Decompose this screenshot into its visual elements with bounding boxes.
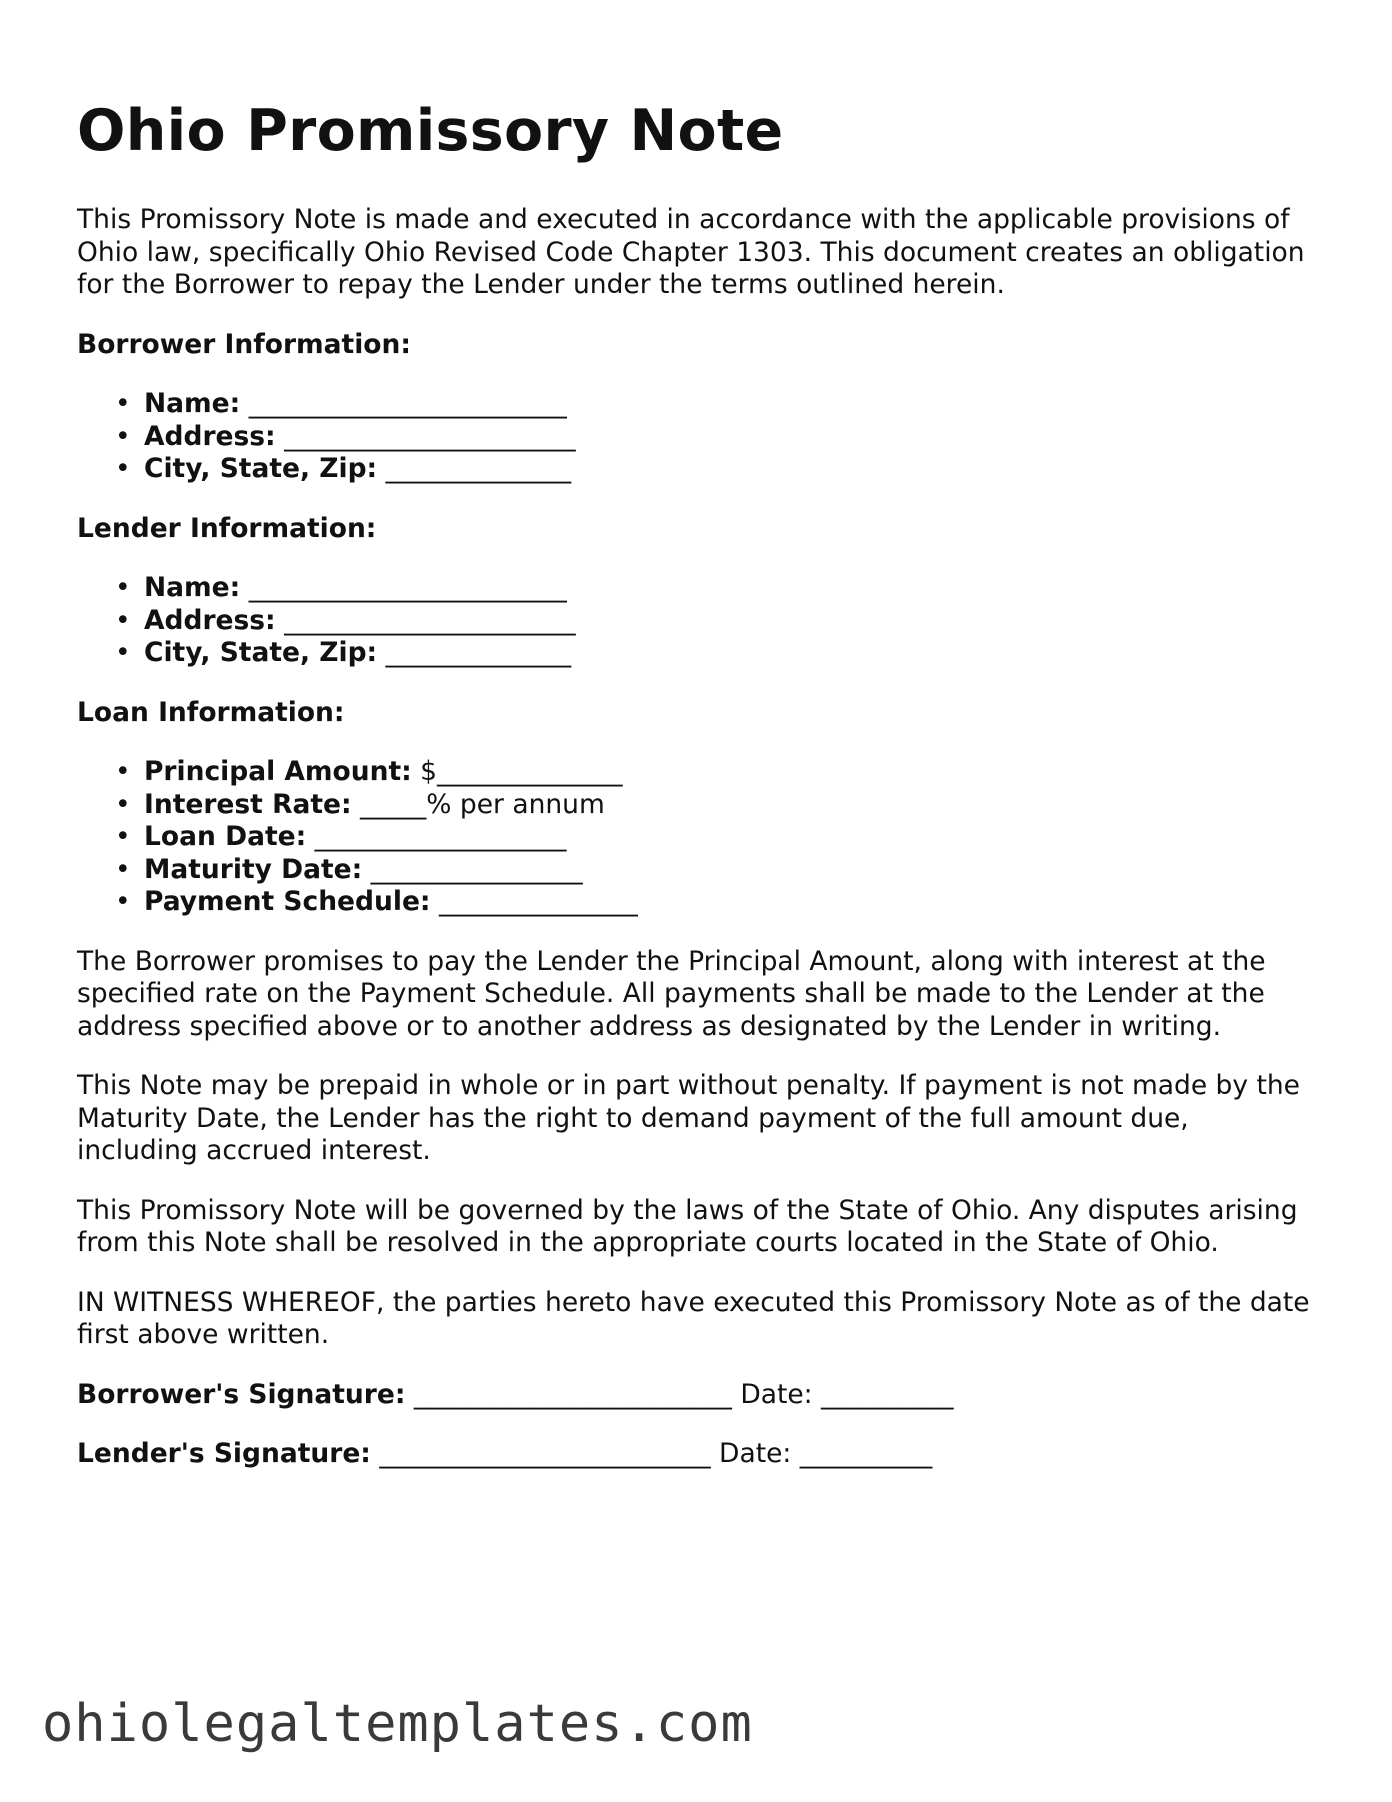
lender-city-state-zip-field[interactable] <box>144 637 1317 670</box>
lender-name-field[interactable] <box>144 572 1317 605</box>
date-blank: __________ <box>799 1438 933 1469</box>
date-label: Date: <box>719 1438 792 1469</box>
borrower-address-field[interactable] <box>144 421 1317 454</box>
field-label: Maturity Date: <box>144 853 363 885</box>
site-watermark: ohiolegaltemplates.com <box>42 1694 753 1754</box>
date-blank: __________ <box>821 1378 954 1410</box>
field-label: Principal Amount: <box>144 756 412 787</box>
field-label: Name: <box>144 572 241 603</box>
lender-fields-list <box>77 572 1317 670</box>
field-blank: ___________________ <box>314 821 567 852</box>
loan-heading: Loan Information: <box>77 696 345 728</box>
payment-terms-paragraph: The Borrower promises to pay the Lender the Principal Amount, along with interest at the specified rate on the Payment Schedule. All payments shall be made to the Lender at the address specified above or to another address as designated by the Lender in writing. <box>77 945 1266 1042</box>
field-blank: ______________ <box>385 637 572 668</box>
payment-schedule-field[interactable] <box>144 886 1317 919</box>
date-label: Date: <box>740 1378 813 1410</box>
field-blank: $______________ <box>420 756 623 787</box>
intro-paragraph: This Promissory Note is made and executed in accordance with the applicable provisions of Ohio law, specifically Ohio Revised Code Chapter 1303. This document creates an obligation for the Borrower to repay the Lender under the terms outlined herein. <box>77 204 1305 300</box>
lender-address-field[interactable] <box>144 605 1317 638</box>
field-label: Payment Schedule: <box>144 886 431 917</box>
document-page <box>77 96 1317 1498</box>
field-label: City, State, Zip: <box>144 453 378 484</box>
field-label: Address: <box>144 604 276 636</box>
field-label: Address: <box>144 420 276 452</box>
field-label: City, State, Zip: <box>144 637 378 668</box>
borrower-heading: Borrower Information: <box>77 328 411 360</box>
field-blank: ________________________ <box>248 572 567 603</box>
maturity-date-field[interactable] <box>144 854 1317 887</box>
borrower-city-state-zip-field[interactable] <box>144 453 1317 486</box>
prepayment-paragraph: This Note may be prepaid in whole or in part without penalty. If payment is not made by the Maturity Date, the Lender has the right to demand payment of the full amount due, including accrued interest. <box>77 1070 1300 1166</box>
field-label: Name: <box>144 388 241 419</box>
field-label: Loan Date: <box>144 821 307 852</box>
field-blank: _____% per annum <box>360 788 605 820</box>
loan-fields-list <box>77 756 1317 919</box>
lender-signature-line[interactable] <box>77 1438 1317 1471</box>
field-blank: ______________________ <box>284 604 576 636</box>
borrower-fields-list <box>77 388 1317 486</box>
signature-label: Borrower's Signature: <box>77 1378 406 1410</box>
principal-amount-field[interactable] <box>144 756 1317 789</box>
field-blank: ________________ <box>370 853 583 885</box>
interest-rate-field[interactable] <box>144 789 1317 822</box>
field-blank: _______________ <box>438 886 638 917</box>
signature-blank: ________________________ <box>413 1378 732 1410</box>
field-blank: ______________________ <box>284 420 576 452</box>
signature-blank: _________________________ <box>379 1438 711 1469</box>
loan-date-field[interactable] <box>144 821 1317 854</box>
field-label: Interest Rate: <box>144 788 352 820</box>
field-blank: ________________________ <box>248 388 567 419</box>
lender-heading: Lender Information: <box>77 512 377 544</box>
signature-label: Lender's Signature: <box>77 1438 371 1469</box>
field-blank: ______________ <box>385 453 572 484</box>
governing-law-paragraph: This Promissory Note will be governed by the laws of the State of Ohio. Any disputes arising from this Note shall be resolved in the appropriate courts located in the State of Ohio. <box>77 1194 1298 1258</box>
witness-paragraph: IN WITNESS WHEREOF, the parties hereto have executed this Promissory Note as of the date first above written. <box>77 1286 1310 1350</box>
borrower-signature-line[interactable] <box>77 1379 1317 1412</box>
borrower-name-field[interactable] <box>144 388 1317 421</box>
page-title: Ohio Promissory Note <box>77 98 784 164</box>
